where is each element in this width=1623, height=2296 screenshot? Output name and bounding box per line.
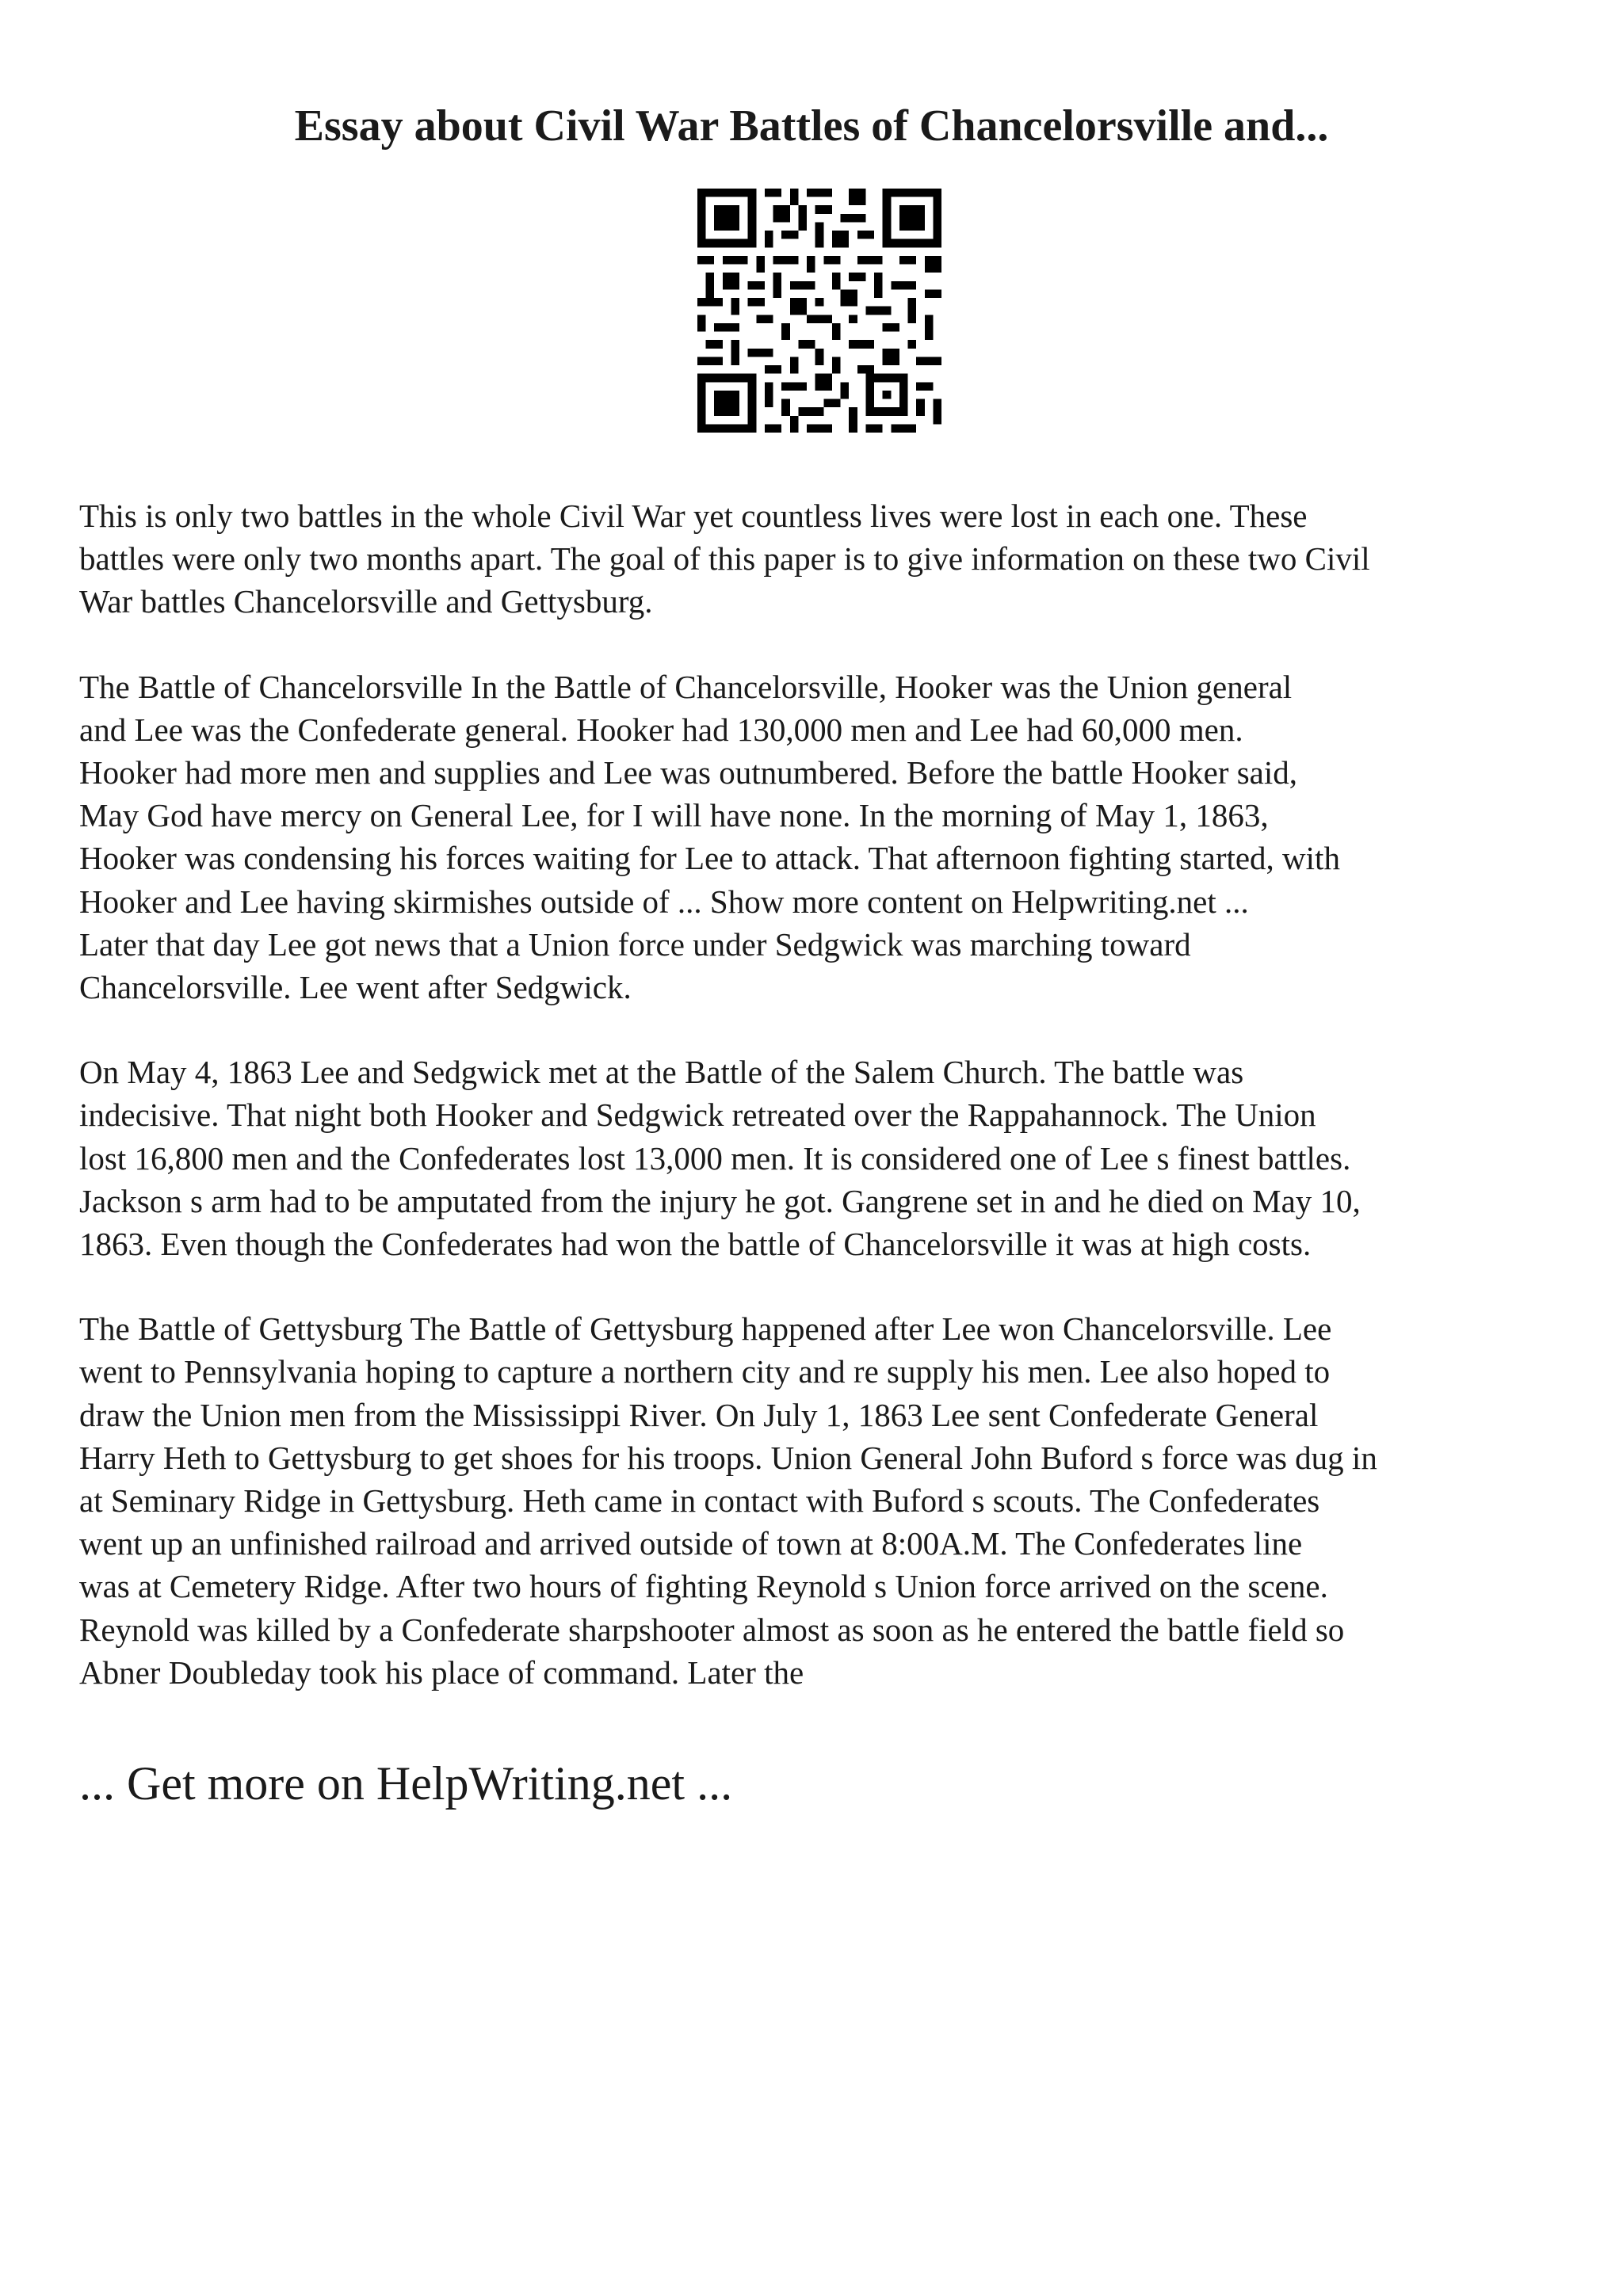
text-line: On May 4, 1863 Lee and Sedgwick met at the Battle of the Salem Church. The battle was: [79, 1054, 1244, 1091]
paragraph: [79, 1307, 1569, 1694]
text-line: The Battle of Gettysburg The Battle of Gettysburg happened after Lee won Chancelorsville. Lee: [79, 1310, 1332, 1348]
get-more-link[interactable]: ... Get more on HelpWriting.net ...: [79, 1757, 733, 1810]
text-line: went to Pennsylvania hoping to capture a northern city and re supply his men. Lee also hoped to: [79, 1353, 1331, 1390]
text-line: indecisive. That night both Hooker and Sedgwick retreated over the Rappahannock. The Union: [79, 1097, 1316, 1134]
qr-code-icon: [697, 189, 941, 433]
document-title: Essay about Civil War Battles of Chancelorsville and...: [294, 101, 1329, 151]
text-line: was at Cemetery Ridge. After two hours of fighting Reynold s Union force arrived on the scene.: [79, 1568, 1328, 1605]
text-line: Hooker had more men and supplies and Lee was outnumbered. Before the battle Hooker said,: [79, 754, 1298, 791]
text-line: 1863. Even though the Confederates had won the battle of Chancelorsville it was at high costs.: [79, 1226, 1312, 1263]
text-line: Hooker was condensing his forces waiting for Lee to attack. That afternoon fighting started, with: [79, 840, 1340, 877]
text-line: at Seminary Ridge in Gettysburg. Heth came in contact with Buford s scouts. The Confederates: [79, 1482, 1320, 1520]
text-line: Jackson s arm had to be amputated from the injury he got. Gangrene set in and he died on May 10,: [79, 1182, 1361, 1219]
text-line: lost 16,800 men and the Confederates lost 13,000 men. It is considered one of Lee s finest battles.: [79, 1139, 1351, 1177]
paragraph: [79, 1051, 1569, 1265]
text-line: battles were only two months apart. The goal of this paper is to give information on these two Civil: [79, 540, 1370, 578]
text-line: and Lee was the Confederate general. Hooker had 130,000 men and Lee had 60,000 men.: [79, 711, 1243, 748]
text-line: This is only two battles in the whole Civil War yet countless lives were lost in each one. These: [79, 498, 1308, 534]
paragraph: [79, 666, 1569, 1009]
text-line: Harry Heth to Gettysburg to get shoes for his troops. Union General John Buford s force was dug in: [79, 1439, 1377, 1476]
text-line: Chancelorsville. Lee went after Sedgwick.: [79, 969, 632, 1006]
text-line: War battles Chancelorsville and Gettysburg.: [79, 583, 653, 620]
text-line: The Battle of Chancelorsville In the Battle of Chancelorsville, Hooker was the Union general: [79, 668, 1293, 705]
text-line: May God have mercy on General Lee, for I will have none. In the morning of May 1, 1863,: [79, 797, 1269, 834]
text-line: Reynold was killed by a Confederate sharpshooter almost as soon as he entered the battle field so: [79, 1611, 1345, 1648]
text-line: Later that day Lee got news that a Union force under Sedgwick was marching toward: [79, 925, 1191, 963]
text-line: draw the Union men from the Mississippi River. On July 1, 1863 Lee sent Confederate General: [79, 1396, 1319, 1433]
text-line: went up an unfinished railroad and arrived outside of town at 8:00A.M. The Confederates line: [79, 1525, 1303, 1562]
paragraph: [79, 494, 1569, 624]
text-line: Abner Doubleday took his place of command. Later the: [79, 1653, 804, 1691]
text-line: Hooker and Lee having skirmishes outside of ... Show more content on Helpwriting.net ...: [79, 883, 1249, 920]
essay-body: [79, 494, 1569, 1736]
